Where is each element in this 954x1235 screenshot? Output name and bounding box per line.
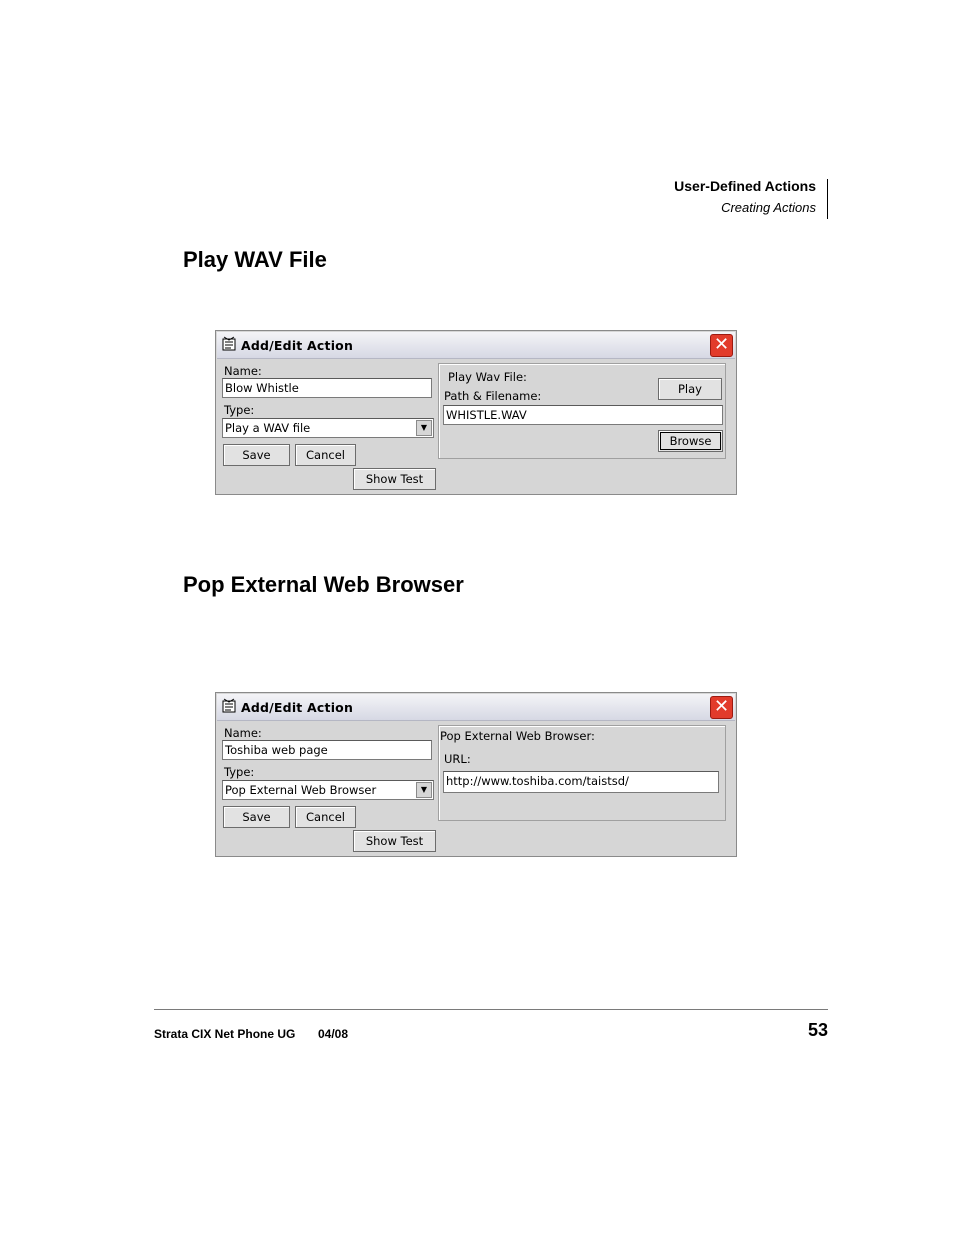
url-label: URL: bbox=[444, 752, 471, 766]
page-number: 53 bbox=[807, 1020, 828, 1040]
type-select-value: Pop External Web Browser bbox=[225, 783, 377, 797]
close-button[interactable] bbox=[710, 334, 733, 357]
close-icon: ✕ bbox=[713, 696, 730, 717]
add-edit-action-dialog-wav bbox=[215, 330, 737, 495]
group-label: Play Wav File: bbox=[448, 370, 527, 384]
name-label: Name: bbox=[224, 726, 262, 740]
dialog-titlebar[interactable] bbox=[217, 694, 735, 721]
cancel-button[interactable]: Cancel bbox=[295, 806, 356, 828]
footer-doc-title: Strata CIX Net Phone UG bbox=[154, 1027, 296, 1041]
save-button[interactable]: Save bbox=[223, 444, 290, 466]
group-label: Pop External Web Browser: bbox=[440, 729, 595, 743]
name-input[interactable]: Toshiba web page bbox=[222, 740, 432, 760]
chevron-down-icon[interactable]: ▼ bbox=[416, 420, 432, 436]
save-button[interactable]: Save bbox=[223, 806, 290, 828]
browse-button[interactable]: Browse bbox=[658, 430, 723, 452]
type-select[interactable] bbox=[222, 780, 434, 800]
running-header-subtitle: Creating Actions bbox=[721, 200, 816, 215]
type-label: Type: bbox=[224, 765, 255, 779]
dialog-title: Add/Edit Action bbox=[241, 700, 354, 715]
header-rule bbox=[827, 179, 828, 219]
show-test-button[interactable]: Show Test bbox=[353, 468, 436, 490]
cancel-button[interactable]: Cancel bbox=[295, 444, 356, 466]
play-wav-group bbox=[438, 363, 726, 459]
name-label: Name: bbox=[224, 364, 262, 378]
running-header-title: User-Defined Actions bbox=[674, 178, 816, 194]
footer-date: 04/08 bbox=[318, 1027, 349, 1041]
type-label: Type: bbox=[224, 403, 255, 417]
url-input[interactable]: http://www.toshiba.com/taistsd/ bbox=[443, 771, 719, 793]
section-heading-play-wav: Play WAV File bbox=[183, 247, 327, 272]
chevron-down-icon[interactable]: ▼ bbox=[416, 782, 432, 798]
type-select[interactable] bbox=[222, 418, 434, 438]
add-edit-action-dialog-browser bbox=[215, 692, 737, 857]
action-icon bbox=[221, 698, 237, 714]
dialog-titlebar[interactable] bbox=[217, 332, 735, 359]
pop-browser-group bbox=[438, 725, 726, 821]
dialog-title: Add/Edit Action bbox=[241, 338, 354, 353]
play-button[interactable]: Play bbox=[658, 378, 722, 400]
type-select-value: Play a WAV file bbox=[225, 421, 311, 435]
close-button[interactable] bbox=[710, 696, 733, 719]
path-filename-label: Path & Filename: bbox=[444, 389, 542, 403]
name-input[interactable]: Blow Whistle bbox=[222, 378, 432, 398]
close-icon: ✕ bbox=[713, 334, 730, 355]
path-filename-input[interactable]: WHISTLE.WAV bbox=[443, 405, 723, 425]
footer-rule bbox=[154, 1009, 828, 1010]
action-icon bbox=[221, 336, 237, 352]
section-heading-pop-browser: Pop External Web Browser bbox=[183, 572, 464, 597]
show-test-button[interactable]: Show Test bbox=[353, 830, 436, 852]
